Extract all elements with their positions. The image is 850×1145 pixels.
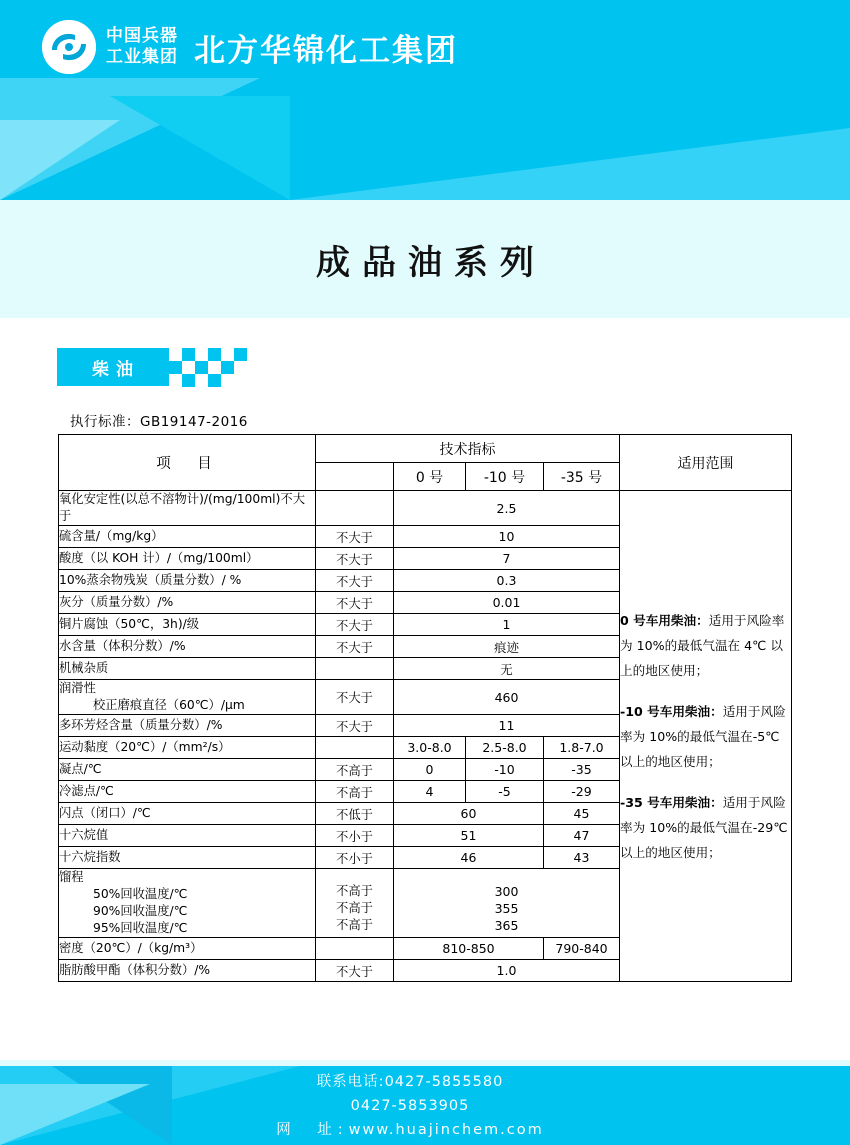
cell-value-line: 0.01 bbox=[492, 595, 521, 610]
website-url[interactable]: www.huajinchem.com bbox=[348, 1122, 544, 1138]
checker-square bbox=[182, 374, 195, 387]
cell-item: 密度（20℃）/（kg/m³） bbox=[59, 938, 316, 960]
cell-limit bbox=[316, 737, 394, 759]
cell-limit-line: 不大于 bbox=[336, 574, 373, 589]
header-decoration-shape bbox=[290, 128, 850, 200]
cell-limit-line: 不大于 bbox=[336, 618, 373, 633]
grade-header-spacer bbox=[316, 463, 394, 491]
cell-item-line: 95%回收温度/℃ bbox=[93, 921, 188, 935]
cell-item: 闪点（闭口）/℃ bbox=[59, 803, 316, 825]
cell-value-0-10: 46 bbox=[394, 847, 544, 869]
cell-limit bbox=[316, 759, 394, 781]
cell-value-0-10: 51 bbox=[394, 825, 544, 847]
cell-value-0: 3.0-8.0 bbox=[394, 737, 466, 759]
standard-line: 执行标准：GB19147-2016 bbox=[70, 414, 248, 430]
cell-limit bbox=[316, 715, 394, 737]
logo-line-2: 工业集团 bbox=[106, 47, 178, 67]
title-band bbox=[0, 200, 850, 318]
scope-grade-name: -10 号车用柴油： bbox=[620, 703, 723, 719]
cell-item: 10%蒸余物残炭（质量分数）/ % bbox=[59, 570, 316, 592]
logo-chinese-text bbox=[106, 26, 178, 68]
cell-item: 灰分（质量分数）/% bbox=[59, 592, 316, 614]
cell-value-line: 355 bbox=[494, 901, 519, 916]
cell-limit bbox=[316, 636, 394, 658]
cell-limit-line: 不大于 bbox=[336, 552, 373, 567]
checker-square bbox=[169, 361, 182, 374]
checker-square bbox=[234, 348, 247, 361]
cell-item-line: 50%回收温度/℃ bbox=[93, 887, 188, 901]
grade-header-0: 0 号 bbox=[394, 463, 466, 491]
cell-value-all bbox=[394, 491, 620, 526]
phone-label: 联系电话: bbox=[316, 1074, 385, 1090]
cell-item: 冷滤点/℃ bbox=[59, 781, 316, 803]
cell-limit bbox=[316, 869, 394, 938]
cell-limit bbox=[316, 825, 394, 847]
cell-limit bbox=[316, 658, 394, 680]
grade-header-10: -10 号 bbox=[466, 463, 544, 491]
scope-grade-name: -35 号车用柴油： bbox=[620, 794, 723, 810]
checker-decoration bbox=[169, 348, 247, 386]
cell-value-0-10: 810-850 bbox=[394, 938, 544, 960]
header-decoration-shape bbox=[0, 120, 120, 200]
cell-item: 十六烷值 bbox=[59, 825, 316, 847]
cell-item: 水含量（体积分数）/% bbox=[59, 636, 316, 658]
cell-item: 十六烷指数 bbox=[59, 847, 316, 869]
cell-value-all bbox=[394, 570, 620, 592]
contact-info bbox=[0, 1070, 850, 1142]
cell-limit-line: 不大于 bbox=[336, 691, 373, 705]
cell-limit bbox=[316, 680, 394, 715]
cell-item-line: 校正磨痕直径（60℃）/μm bbox=[93, 698, 245, 712]
cell-limit bbox=[316, 491, 394, 526]
checker-square bbox=[208, 348, 221, 361]
cell-scope bbox=[620, 491, 792, 982]
checker-square bbox=[182, 348, 195, 361]
scope-grade-name: 0 号车用柴油： bbox=[620, 612, 709, 628]
brand-logo bbox=[42, 20, 458, 74]
page-title: 成品油系列 bbox=[316, 242, 546, 283]
cell-value-all bbox=[394, 614, 620, 636]
cell-value-line: 1 bbox=[502, 617, 511, 632]
specification-table bbox=[58, 434, 792, 982]
header-decoration-shape bbox=[110, 96, 290, 200]
section-header bbox=[57, 348, 247, 386]
cell-value-all bbox=[394, 960, 620, 982]
cell-value-10: -10 bbox=[466, 759, 544, 781]
cell-value-all bbox=[394, 869, 620, 938]
cell-item: 运动黏度（20℃）/（mm²/s） bbox=[59, 737, 316, 759]
cell-value-all bbox=[394, 680, 620, 715]
cell-value-35: 47 bbox=[544, 825, 620, 847]
cell-limit-line: 不小于 bbox=[336, 851, 373, 866]
cell-limit bbox=[316, 526, 394, 548]
cell-limit-line: 不低于 bbox=[336, 807, 373, 822]
phone-row-2 bbox=[0, 1094, 820, 1118]
cell-limit bbox=[316, 614, 394, 636]
cell-value-0: 0 bbox=[394, 759, 466, 781]
cell-item: 脂肪酸甲酯（体积分数）/% bbox=[59, 960, 316, 982]
cell-value-35: -35 bbox=[544, 759, 620, 781]
cell-value-35: 1.8-7.0 bbox=[544, 737, 620, 759]
cell-value-all bbox=[394, 715, 620, 737]
cell-limit bbox=[316, 570, 394, 592]
cell-limit-line: 不高于 bbox=[336, 785, 373, 800]
company-name: 北方华锦化工集团 bbox=[194, 32, 458, 69]
phone-number-1: 0427-5855580 bbox=[384, 1074, 504, 1090]
cell-item: 酸度（以 KOH 计）/（mg/100ml） bbox=[59, 548, 316, 570]
cell-value-line: 无 bbox=[500, 661, 513, 677]
cell-value-line: 0.3 bbox=[496, 573, 517, 588]
checker-square bbox=[208, 374, 221, 387]
table-row bbox=[59, 491, 792, 526]
logo-line-1: 中国兵器 bbox=[106, 26, 178, 46]
cell-limit-line: 不高于 bbox=[336, 918, 373, 932]
cell-limit-line: 不大于 bbox=[336, 530, 373, 545]
cell-value-all bbox=[394, 636, 620, 658]
cell-item-line: 90%回收温度/℃ bbox=[93, 904, 188, 918]
scope-paragraph: 0 号车用柴油：适用于风险率为 10%的最低气温在 4℃ 以上的地区使用； bbox=[620, 612, 785, 678]
cell-limit bbox=[316, 938, 394, 960]
cell-limit bbox=[316, 803, 394, 825]
cell-limit-line: 不高于 bbox=[336, 901, 373, 915]
cell-limit-line: 不小于 bbox=[336, 829, 373, 844]
scope-paragraph: -35 号车用柴油：适用于风险率为 10%的最低气温在-29℃以上的地区使用； bbox=[620, 794, 788, 860]
cell-item: 铜片腐蚀（50℃，3h)/级 bbox=[59, 614, 316, 636]
cell-value-all bbox=[394, 526, 620, 548]
website-row bbox=[0, 1118, 820, 1142]
col-header-scope: 适用范围 bbox=[620, 435, 792, 491]
cell-limit bbox=[316, 847, 394, 869]
cell-value-0-10: 60 bbox=[394, 803, 544, 825]
cell-limit-line: 不大于 bbox=[336, 719, 373, 734]
cell-limit bbox=[316, 781, 394, 803]
cell-value-line: 300 bbox=[494, 884, 519, 899]
cell-item: 机械杂质 bbox=[59, 658, 316, 680]
website-label: 网 址: bbox=[276, 1122, 349, 1138]
col-header-tech: 技术指标 bbox=[316, 435, 620, 463]
cell-item: 硫含量/（mg/kg） bbox=[59, 526, 316, 548]
cell-value-all bbox=[394, 658, 620, 680]
cell-limit bbox=[316, 592, 394, 614]
cell-item: 多环芳烃含量（质量分数）/% bbox=[59, 715, 316, 737]
checker-square bbox=[221, 361, 234, 374]
cell-value-35: 790-840 bbox=[544, 938, 620, 960]
cell-limit-line: 不大于 bbox=[336, 596, 373, 611]
cell-item: 氧化安定性(以总不溶物计)/(mg/100ml)不大于 bbox=[59, 491, 316, 526]
checker-square bbox=[195, 361, 208, 374]
cell-item-line: 润滑性 bbox=[59, 681, 96, 695]
cell-value-all bbox=[394, 592, 620, 614]
cell-limit-line: 不高于 bbox=[336, 763, 373, 778]
cell-limit-line: 不高于 bbox=[336, 884, 373, 898]
cell-value-line: 10 bbox=[498, 529, 515, 544]
cell-value-line: 460 bbox=[494, 689, 519, 705]
norinco-logo-icon bbox=[42, 20, 96, 74]
cell-limit-line: 不大于 bbox=[336, 640, 373, 655]
cell-value-10: 2.5-8.0 bbox=[466, 737, 544, 759]
cell-value-10: -5 bbox=[466, 781, 544, 803]
section-label: 柴油 bbox=[57, 348, 169, 386]
cell-value-line: 痕迹 bbox=[493, 639, 519, 655]
cell-value-35: 45 bbox=[544, 803, 620, 825]
table-header-row bbox=[59, 435, 792, 463]
cell-limit-line: 不大于 bbox=[336, 964, 373, 979]
cell-limit bbox=[316, 960, 394, 982]
phone-row-1 bbox=[0, 1070, 820, 1094]
page-header bbox=[0, 0, 850, 200]
cell-value-35: 43 bbox=[544, 847, 620, 869]
cell-item bbox=[59, 869, 316, 938]
cell-value-line: 1.0 bbox=[496, 963, 517, 978]
cell-value-35: -29 bbox=[544, 781, 620, 803]
cell-value-line: 7 bbox=[502, 551, 511, 566]
cell-item: 凝点/℃ bbox=[59, 759, 316, 781]
cell-limit bbox=[316, 548, 394, 570]
cell-value-line: 2.5 bbox=[496, 500, 517, 516]
col-header-item: 项 目 bbox=[59, 435, 316, 491]
cell-value-line: 11 bbox=[498, 718, 515, 733]
grade-header-35: -35 号 bbox=[544, 463, 620, 491]
phone-number-2: 0427-5853905 bbox=[350, 1098, 470, 1114]
cell-value-all bbox=[394, 548, 620, 570]
cell-item-line: 馏程 bbox=[59, 870, 84, 884]
cell-value-line: 365 bbox=[494, 918, 519, 933]
scope-paragraph: -10 号车用柴油：适用于风险率为 10%的最低气温在-5℃以上的地区使用； bbox=[620, 703, 786, 769]
cell-value-0: 4 bbox=[394, 781, 466, 803]
cell-item bbox=[59, 680, 316, 715]
